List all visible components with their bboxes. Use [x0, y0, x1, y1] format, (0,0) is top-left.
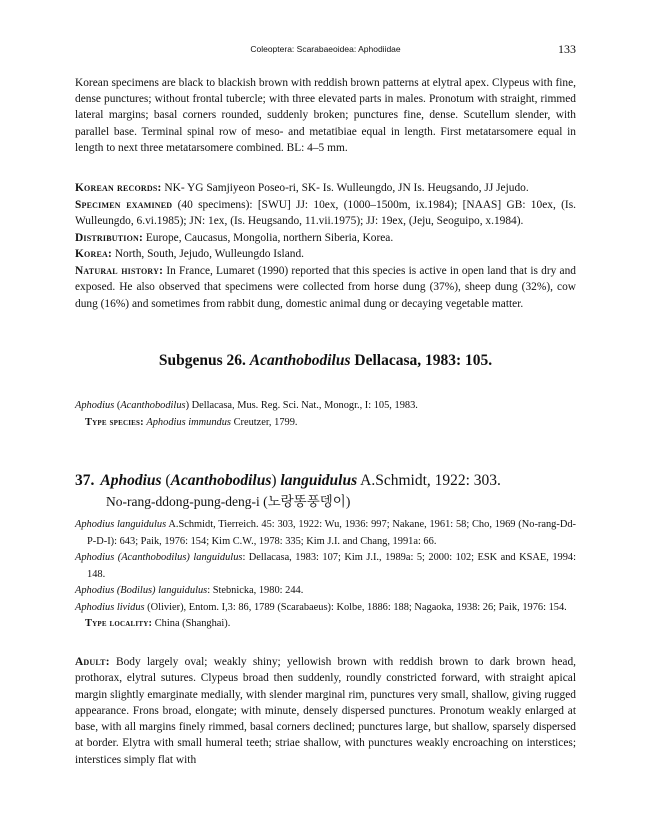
- synonym-name: Aphodius lividus: [75, 601, 145, 613]
- adult-label: Adult:: [75, 656, 110, 668]
- records-section: [75, 180, 576, 312]
- korean-records: [75, 180, 576, 197]
- synonymy-entry: [75, 600, 576, 617]
- description-paragraph: [75, 75, 576, 156]
- specimens-label: Specimen examined: [75, 198, 173, 211]
- species-genus: Aphodius: [100, 472, 162, 489]
- type-species: [75, 415, 576, 432]
- synonymy-entry: [75, 550, 576, 583]
- specimens-text: (40 specimens): [SWU] JJ: 10ex, (1000–1500m, ix.1984); [NAAS] GB: 10ex, (Is. Wulleungdo, 6.vi.1985); JN: 1ex, (Is. Heugsando, 11.vii.1975); JJ: 19ex, (Jeju, Seoguipo, x.1984).: [75, 198, 576, 227]
- specimens-examined: [75, 197, 576, 230]
- page-number: 133: [558, 42, 576, 56]
- korea-distribution: [75, 246, 576, 263]
- natural-history: [75, 263, 576, 313]
- type-species-label: Type species:: [85, 416, 144, 428]
- synonym-text: : Stebnicka, 1980: 244.: [207, 585, 304, 596]
- citation-genus: Aphodius: [75, 400, 115, 411]
- species-subgenus: Acanthobodilus: [170, 472, 272, 489]
- synonym-text: : Dellacasa, 1983: 107; Kim J.I., 1989a: 5; 2000: 102; ESK and KSAE, 1994: 148.: [87, 552, 576, 580]
- synonymy-entry: [75, 583, 576, 600]
- subgenus-number: Subgenus 26.: [158, 352, 246, 369]
- running-header: [75, 43, 576, 57]
- citation-rest: Dellacasa, Mus. Reg. Sci. Nat., Monogr., I: 105, 1983.: [191, 400, 418, 411]
- species-epithet: languidulus: [280, 472, 358, 489]
- natural-history-label: Natural history:: [75, 264, 164, 277]
- type-locality-label: Type locality:: [85, 618, 153, 629]
- species-title: 37. Aphodius (Acanthobodilus) languidulus A.Schmidt, 1922: 303.: [75, 472, 501, 489]
- synonym-name: Aphodius languidulus: [75, 519, 167, 530]
- natural-history-text: In France, Lumaret (1990) reported that this species is active in open land that is dry and exposed. He also observed that specimens were collected from horse dung (37%), sheep dung (32%), cow dung (16%) and sometimes from rabbit dung, domestic animal dung or decaying vegetable matter.: [75, 264, 576, 310]
- intro-text: Korean specimens are black to blackish brown with reddish brown patterns at elytral apex. Clypeus with fine, dense punctures; without frontal tubercle; with three elevated parts in males. Pronotum with straight, rimmed lateral margins; basal corners rounded, suddenly broken; punctures fine, dense. Scutellum slender, with parallel base. Terminal spinal row of meso- and metatibiae equal in length. First metatarsomere equal in length to next three metatarsomere combined. BL: 4–5 mm.: [75, 77, 576, 154]
- adult-text: Body largely oval; weakly shiny; yellowish brown with reddish brown to dark brown head, prothorax, elytral sutures. Clypeus broad then suddenly, roundly constricted forward, with straight apical margin slightly emarginate medially, with slender marginal rim, punctures very small, shallow, giving rugged appearance. Frons broad, elongate; with minute, densely dispersed punctures. Pronotum weakly enlarged at base, with all margins finely rimmed, basal corners declined; punctures large, but shallow, sparsely dispersed at border. Elytra with small humeral teeth; striae shallow, with punctures weakly encroaching on interstices; interstices simply flat with: [75, 656, 576, 766]
- korean-records-text: NK- YG Samjiyeon Poseo-ri, SK- Is. Wulleungdo, JN Is. Heugsando, JJ Jejudo.: [164, 182, 529, 194]
- distribution-text: Europe, Caucasus, Mongolia, northern Siberia, Korea.: [145, 231, 394, 244]
- synonymy-entry: [75, 517, 576, 550]
- korea-label: Korea:: [75, 248, 112, 260]
- distribution: [75, 230, 576, 247]
- subgenus-citation-block: [75, 398, 576, 431]
- type-species-name: Aphodius immundus: [146, 416, 231, 428]
- synonym-text: A.Schmidt, Tierreich. 45: 303, 1922: Wu, 1936: 997; Nakane, 1961: 58; Cho, 1969 (No-rang-Dd-P-D-I): 643; Paik, 1976: 154; Kim C.W., 1978: 335; Kim J.I. and Chang, 1991a: 66.: [87, 519, 576, 547]
- subgenus-name: Acanthobodilus: [249, 352, 351, 369]
- type-species-author: Creutzer, 1799.: [233, 416, 298, 428]
- synonym-name: Aphodius (Bodilus) languidulus: [75, 585, 208, 596]
- korean-records-label: Korean records:: [75, 182, 162, 194]
- subgenus-author: Dellacasa, 1983: 105.: [354, 352, 493, 369]
- type-locality-text: China (Shanghai).: [154, 618, 231, 629]
- distribution-label: Distribution:: [75, 231, 143, 244]
- running-title: Coleoptera: Scarabaeoidea: Aphodiidae: [250, 44, 401, 54]
- synonym-text: (Olivier), Entom. I,3: 86, 1789 (Scarabaeus): Kolbe, 1886: 188; Nagaoka, 1938: 26; Paik, 1976: 154.: [147, 601, 567, 613]
- species-author: A.Schmidt, 1922: 303.: [360, 472, 501, 489]
- type-locality: [75, 616, 576, 633]
- species-heading: [75, 471, 576, 512]
- species-number: 37.: [75, 472, 95, 489]
- korea-text: North, South, Jejudo, Wulleungdo Island.: [114, 248, 304, 260]
- synonymy-list: [75, 517, 576, 633]
- adult-paragraph: [75, 654, 576, 768]
- subgenus-heading: [75, 352, 576, 370]
- vernacular-name: No-rang-ddong-pung-deng-i (노랑똥풍뎅이): [106, 494, 351, 509]
- adult-description: [75, 654, 576, 768]
- synonym-name: Aphodius (Acanthobodilus) languidulus: [75, 552, 243, 563]
- citation-subgenus: Acanthobodilus: [120, 400, 186, 411]
- subgenus-citation: Aphodius (Acanthobodilus) Dellacasa, Mus. Reg. Sci. Nat., Monogr., I: 105, 1983.: [75, 400, 418, 411]
